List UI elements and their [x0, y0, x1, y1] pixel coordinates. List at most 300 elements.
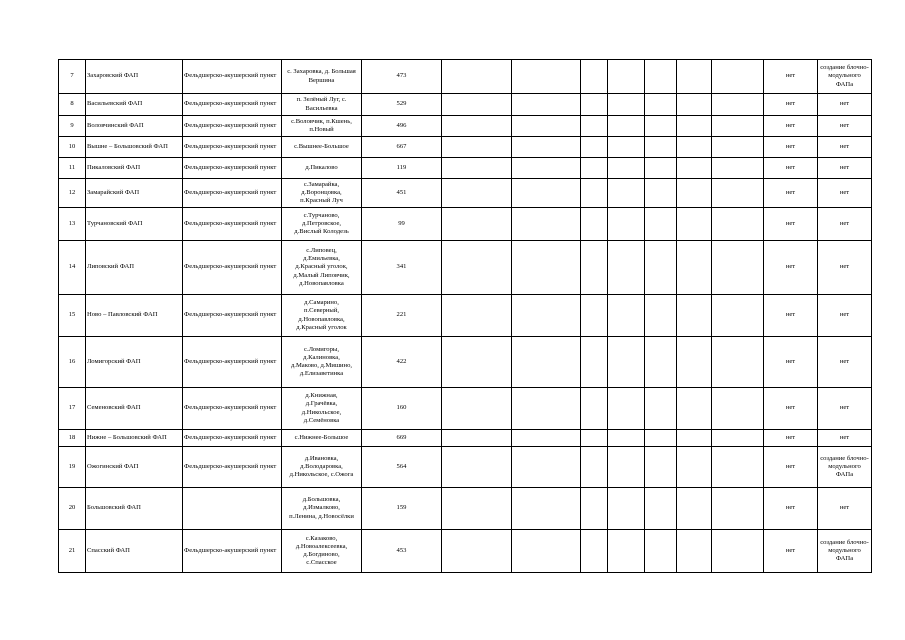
row-number-text: 12 [68, 188, 76, 196]
empty-cell [442, 295, 512, 337]
facility-type [183, 137, 282, 158]
empty-cell [608, 137, 645, 158]
empty-cell [442, 530, 512, 573]
facility-name-text: Пикаловский ФАП [87, 163, 141, 171]
empty-cell [677, 388, 712, 430]
empty-cell [645, 430, 677, 447]
action-cell [818, 208, 872, 241]
action-cell [818, 295, 872, 337]
row-number [59, 158, 86, 179]
empty-cell [581, 137, 608, 158]
served-localities [282, 137, 362, 158]
row-number [59, 60, 86, 94]
empty-cell [442, 241, 512, 295]
empty-cell [512, 295, 581, 337]
empty-cell [712, 388, 764, 430]
action-cell [818, 94, 872, 116]
empty-cell [608, 530, 645, 573]
empty-cell [677, 430, 712, 447]
status-cell-text: нет [785, 504, 796, 512]
action-cell-text: создание блочно-модульного ФАПа [820, 538, 869, 563]
population-count [362, 208, 442, 241]
facility-type-text: Фельдшерско-акушерский пункт [184, 433, 277, 441]
action-cell [818, 447, 872, 488]
table-row [59, 60, 872, 94]
facility-type [183, 94, 282, 116]
served-localities-text: д.Самарино, п.Северный, д.Новопавловка, д.Красный уголок [296, 299, 347, 331]
served-localities [282, 158, 362, 179]
empty-cell [581, 241, 608, 295]
facility-type-text: Фельдшерско-акушерский пункт [184, 188, 277, 196]
population-count [362, 488, 442, 530]
row-number [59, 337, 86, 388]
empty-cell [645, 158, 677, 179]
population-count-text: 99 [398, 219, 405, 227]
row-number-text: 21 [68, 546, 76, 554]
empty-cell [608, 158, 645, 179]
facility-type-text: Фельдшерско-акушерский пункт [184, 311, 277, 319]
empty-cell [677, 530, 712, 573]
empty-cell [512, 179, 581, 208]
status-cell [764, 447, 818, 488]
facility-name-text: Спасский ФАП [87, 546, 130, 554]
empty-cell [712, 208, 764, 241]
status-cell [764, 430, 818, 447]
facility-type-text: Фельдшерско-акушерский пункт [184, 357, 277, 365]
served-localities [282, 337, 362, 388]
table-row [59, 241, 872, 295]
population-count [362, 179, 442, 208]
population-count [362, 137, 442, 158]
empty-cell [677, 447, 712, 488]
population-count-text: 160 [396, 404, 407, 412]
status-cell-text: нет [785, 100, 796, 108]
facility-name-text: Ново – Павловский ФАП [87, 311, 158, 319]
empty-cell [442, 447, 512, 488]
empty-cell [712, 488, 764, 530]
served-localities [282, 530, 362, 573]
table-row [59, 447, 872, 488]
facility-name [86, 488, 183, 530]
empty-cell [712, 94, 764, 116]
population-count [362, 158, 442, 179]
facility-type [183, 179, 282, 208]
status-cell [764, 137, 818, 158]
population-count-text: 473 [396, 72, 407, 80]
row-number-text: 9 [70, 121, 74, 129]
empty-cell [608, 430, 645, 447]
facility-name [86, 60, 183, 94]
row-number-text: 10 [68, 142, 76, 150]
table-row [59, 116, 872, 137]
row-number-text: 15 [68, 311, 76, 319]
action-cell [818, 488, 872, 530]
empty-cell [442, 208, 512, 241]
action-cell-text: нет [839, 263, 850, 271]
facility-name [86, 241, 183, 295]
action-cell-text: нет [839, 188, 850, 196]
served-localities-text: д.Большовка, д.Измалково, п.Ленина, д.Новосёлки [289, 496, 354, 520]
row-number [59, 447, 86, 488]
action-cell-text: создание блочно-модульного ФАПа [820, 454, 869, 479]
empty-cell [645, 116, 677, 137]
empty-cell [712, 530, 764, 573]
status-cell-text: нет [785, 462, 796, 470]
population-count [362, 337, 442, 388]
row-number [59, 137, 86, 158]
empty-cell [645, 488, 677, 530]
served-localities-text: п. Зелёный Луг, с. Васильевка [296, 96, 347, 112]
row-number-text: 13 [68, 219, 76, 227]
table-row [59, 337, 872, 388]
empty-cell [512, 158, 581, 179]
action-cell-text: нет [839, 311, 850, 319]
served-localities-text: с.Ломигоры, д.Калиновка, д.Маково, д.Мишино, д.Елизаветинка [290, 345, 353, 378]
empty-cell [512, 94, 581, 116]
facility-name [86, 158, 183, 179]
facility-name [86, 388, 183, 430]
empty-cell [581, 94, 608, 116]
status-cell-text: нет [785, 263, 796, 271]
served-localities-text: с.Казаково, д.Новоалексеевка, д.Богдиново, с.Спасское [295, 534, 348, 567]
served-localities [282, 430, 362, 447]
row-number-text: 17 [68, 404, 76, 412]
served-localities-text: с.Липовец, д.Емильевка, д.Красный уголок, д.Малый Липовчик, д.Новопавловка [293, 247, 350, 287]
facility-type-text: Фельдшерско-акушерский пункт [184, 404, 277, 412]
empty-cell [608, 208, 645, 241]
population-count-text: 159 [396, 504, 407, 512]
facility-name [86, 137, 183, 158]
empty-cell [677, 241, 712, 295]
population-count [362, 430, 442, 447]
row-number [59, 430, 86, 447]
status-cell [764, 337, 818, 388]
facility-name-text: Ожогинский ФАП [87, 462, 139, 470]
empty-cell [512, 241, 581, 295]
status-cell-text: нет [785, 142, 796, 150]
row-number-text: 19 [68, 462, 76, 470]
facility-type-text: Фельдшерско-акушерский пункт [184, 121, 277, 129]
population-count [362, 94, 442, 116]
action-cell [818, 60, 872, 94]
empty-cell [712, 337, 764, 388]
empty-cell [512, 447, 581, 488]
facility-type [183, 295, 282, 337]
facility-type [183, 337, 282, 388]
empty-cell [645, 388, 677, 430]
action-cell-text: нет [839, 404, 850, 412]
action-cell-text: нет [839, 100, 850, 108]
empty-cell [677, 116, 712, 137]
served-localities [282, 116, 362, 137]
empty-cell [442, 94, 512, 116]
served-localities-text: с.Нижнее-Большое [294, 433, 349, 441]
empty-cell [645, 530, 677, 573]
empty-cell [512, 488, 581, 530]
row-number [59, 488, 86, 530]
table-row [59, 430, 872, 447]
status-cell-text: нет [785, 546, 796, 554]
row-number-text: 7 [70, 72, 74, 80]
row-number [59, 179, 86, 208]
empty-cell [645, 60, 677, 94]
empty-cell [512, 116, 581, 137]
empty-cell [581, 488, 608, 530]
served-localities-text: с.Вышнее-Большое [294, 142, 349, 150]
empty-cell [581, 388, 608, 430]
empty-cell [442, 488, 512, 530]
empty-cell [512, 388, 581, 430]
empty-cell [442, 337, 512, 388]
empty-cell [677, 137, 712, 158]
served-localities [282, 94, 362, 116]
empty-cell [581, 295, 608, 337]
action-cell [818, 430, 872, 447]
population-count-text: 341 [396, 263, 407, 271]
empty-cell [512, 137, 581, 158]
action-cell [818, 158, 872, 179]
facility-type [183, 116, 282, 137]
action-cell [818, 337, 872, 388]
action-cell-text: нет [839, 357, 850, 365]
empty-cell [712, 158, 764, 179]
empty-cell [581, 337, 608, 388]
facility-name-text: Замарайский ФАП [87, 188, 140, 196]
facility-type [183, 447, 282, 488]
empty-cell [608, 116, 645, 137]
population-count-text: 669 [396, 433, 407, 441]
facility-name [86, 94, 183, 116]
population-count-text: 221 [396, 311, 407, 319]
row-number [59, 388, 86, 430]
population-count-text: 422 [396, 357, 407, 365]
served-localities [282, 241, 362, 295]
row-number-text: 20 [68, 504, 76, 512]
empty-cell [512, 430, 581, 447]
served-localities-text: с. Захаровка, д. Большая Вершина [287, 68, 356, 84]
facility-type-text: Фельдшерско-акушерский пункт [184, 263, 277, 271]
facility-type [183, 430, 282, 447]
status-cell-text: нет [785, 163, 796, 171]
empty-cell [608, 388, 645, 430]
empty-cell [581, 447, 608, 488]
row-number-text: 14 [68, 263, 76, 271]
facility-name [86, 208, 183, 241]
empty-cell [677, 295, 712, 337]
population-count-text: 451 [396, 188, 407, 196]
served-localities-text: д.Ивановка, д.Володаровка, д.Никольское, с.Ожога [289, 454, 354, 479]
row-number [59, 208, 86, 241]
status-cell-text: нет [785, 188, 796, 196]
empty-cell [581, 116, 608, 137]
facility-name [86, 447, 183, 488]
empty-cell [712, 179, 764, 208]
table-row [59, 208, 872, 241]
action-cell [818, 241, 872, 295]
population-count [362, 60, 442, 94]
row-number-text: 11 [68, 163, 76, 171]
facility-type-text: Фельдшерско-акушерский пункт [184, 72, 277, 80]
status-cell [764, 116, 818, 137]
action-cell [818, 116, 872, 137]
facility-name [86, 295, 183, 337]
facility-type-text: Фельдшерско-акушерский пункт [184, 142, 277, 150]
table-row [59, 388, 872, 430]
action-cell-text: нет [839, 142, 850, 150]
empty-cell [677, 60, 712, 94]
empty-cell [442, 388, 512, 430]
facility-type [183, 241, 282, 295]
population-count [362, 530, 442, 573]
facility-name-text: Липовский ФАП [87, 263, 135, 271]
facility-name [86, 430, 183, 447]
empty-cell [712, 116, 764, 137]
empty-cell [442, 158, 512, 179]
facility-name [86, 530, 183, 573]
status-cell-text: нет [785, 72, 796, 80]
row-number-text: 16 [68, 357, 76, 365]
empty-cell [608, 179, 645, 208]
facility-name-text: Турчановский ФАП [87, 219, 143, 227]
empty-cell [712, 60, 764, 94]
status-cell [764, 488, 818, 530]
facility-type-text: Фельдшерско-акушерский пункт [184, 163, 277, 171]
facility-type-text: Фельдшерско-акушерский пункт [184, 462, 277, 470]
population-count-text: 453 [396, 546, 407, 554]
served-localities-text: с.Воловчик, п.Кшень, п.Новый [291, 117, 352, 133]
facility-name-text: Нижне – Большовский ФАП [87, 433, 167, 441]
table-row [59, 488, 872, 530]
empty-cell [712, 137, 764, 158]
empty-cell [645, 179, 677, 208]
empty-cell [581, 208, 608, 241]
served-localities [282, 179, 362, 208]
status-cell-text: нет [785, 121, 796, 129]
empty-cell [581, 158, 608, 179]
action-cell-text: нет [839, 433, 850, 441]
row-number [59, 116, 86, 137]
empty-cell [677, 337, 712, 388]
empty-cell [608, 488, 645, 530]
served-localities-text: с.Турчаново, д.Петровское, д.Вислый Колодезь [294, 211, 349, 236]
facility-type-text: Фельдшерско-акушерский пункт [184, 100, 277, 108]
facility-type [183, 60, 282, 94]
table-row [59, 158, 872, 179]
empty-cell [608, 94, 645, 116]
status-cell [764, 295, 818, 337]
empty-cell [712, 430, 764, 447]
empty-cell [677, 94, 712, 116]
empty-cell [581, 430, 608, 447]
empty-cell [581, 60, 608, 94]
empty-cell [677, 488, 712, 530]
status-cell [764, 179, 818, 208]
served-localities [282, 295, 362, 337]
action-cell [818, 137, 872, 158]
action-cell [818, 179, 872, 208]
status-cell [764, 94, 818, 116]
population-count-text: 564 [396, 462, 407, 470]
facility-type [183, 208, 282, 241]
population-count [362, 295, 442, 337]
served-localities [282, 388, 362, 430]
row-number-text: 18 [68, 433, 76, 441]
empty-cell [645, 241, 677, 295]
row-number [59, 295, 86, 337]
empty-cell [645, 295, 677, 337]
empty-cell [442, 430, 512, 447]
served-localities [282, 447, 362, 488]
action-cell-text: нет [839, 504, 850, 512]
empty-cell [645, 337, 677, 388]
status-cell [764, 530, 818, 573]
facility-name-text: Семеновский ФАП [87, 404, 141, 412]
row-number [59, 530, 86, 573]
served-localities [282, 208, 362, 241]
facility-type [183, 158, 282, 179]
table-row [59, 295, 872, 337]
population-count [362, 116, 442, 137]
empty-cell [512, 208, 581, 241]
table-body [59, 60, 872, 573]
empty-cell [512, 60, 581, 94]
status-cell-text: нет [785, 433, 796, 441]
empty-cell [677, 158, 712, 179]
empty-cell [645, 447, 677, 488]
facility-name-text: Воловчинский ФАП [87, 121, 144, 129]
row-number [59, 241, 86, 295]
facility-name-text: Большовский ФАП [87, 504, 141, 512]
facility-type [183, 488, 282, 530]
action-cell-text: нет [839, 163, 850, 171]
action-cell-text: нет [839, 219, 850, 227]
empty-cell [608, 337, 645, 388]
table-row [59, 94, 872, 116]
population-count-text: 667 [396, 142, 407, 150]
empty-cell [608, 60, 645, 94]
empty-cell [442, 137, 512, 158]
empty-cell [677, 179, 712, 208]
population-count [362, 241, 442, 295]
facility-name [86, 179, 183, 208]
empty-cell [645, 208, 677, 241]
empty-cell [645, 94, 677, 116]
status-cell-text: нет [785, 311, 796, 319]
facility-name [86, 337, 183, 388]
status-cell [764, 388, 818, 430]
served-localities-text: с.Замарайка, д.Воронцовка, п.Красный Луч [300, 180, 343, 205]
empty-cell [608, 295, 645, 337]
status-cell [764, 208, 818, 241]
empty-cell [442, 179, 512, 208]
empty-cell [712, 447, 764, 488]
facility-name-text: Вышне – Большовский ФАП [87, 142, 168, 150]
status-cell-text: нет [785, 357, 796, 365]
facility-name [86, 116, 183, 137]
empty-cell [608, 447, 645, 488]
empty-cell [581, 530, 608, 573]
action-cell-text: создание блочно-модульного ФАПа [820, 64, 869, 88]
served-localities [282, 60, 362, 94]
action-cell-text: нет [839, 121, 850, 129]
facility-name-text: Ломигорский ФАП [87, 357, 141, 365]
action-cell [818, 388, 872, 430]
status-cell [764, 241, 818, 295]
empty-cell [677, 208, 712, 241]
facility-type-text: Фельдшерско-акушерский пункт [184, 219, 277, 227]
empty-cell [512, 337, 581, 388]
empty-cell [712, 295, 764, 337]
